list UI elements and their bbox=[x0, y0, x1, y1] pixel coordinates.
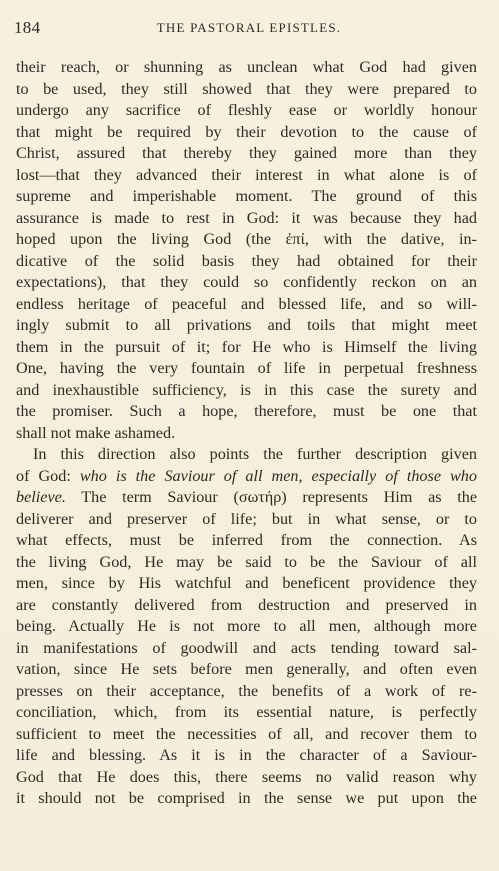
text-line: their reach, or shunning as unclean what God had given bbox=[16, 58, 477, 76]
text-line: to be used, they still showed that they were prepared to bbox=[16, 79, 477, 98]
text-line: sufficient to meet the necessities of all, and recover them to bbox=[16, 724, 477, 743]
text-line-with-italic bbox=[16, 466, 477, 488]
text-line: that might be required by their devotion to the cause of bbox=[16, 122, 477, 141]
text-line: assurance is made to rest in God: it was because they had bbox=[16, 208, 477, 227]
text-line: dicative of the solid basis they had obtained for their bbox=[16, 251, 477, 270]
text-line: One, having the very fountain of life in perpetual freshness bbox=[16, 359, 477, 377]
text-line: conciliation, which, from its essential nature, is perfectly bbox=[16, 703, 477, 721]
text-line: ingly submit to all privations and toils that might meet bbox=[16, 316, 477, 334]
text-line: presses on their acceptance, the benefits of a work of re- bbox=[16, 681, 477, 700]
page-header bbox=[14, 18, 484, 40]
text-line: in manifestations of goodwill and acts tending toward sal- bbox=[16, 638, 477, 657]
text-line: what effects, must be inferred from the connection. As bbox=[16, 531, 477, 549]
text-line: God that He does this, there seems no valid reason why bbox=[16, 767, 477, 786]
text-line: vation, since He sets before men generally, and often even bbox=[16, 660, 477, 678]
text-line: expectations), that they could so confidently reckon on an bbox=[16, 273, 477, 291]
text-line: men, since by His watchful and beneficent providence they bbox=[16, 574, 477, 592]
text-line: deliverer and preserver of life; but in what sense, or to bbox=[16, 509, 477, 528]
text-span: of God: bbox=[16, 466, 80, 485]
text-line: hoped upon the living God (the ἐπί, with the dative, in- bbox=[16, 230, 477, 248]
text-line-with-italic bbox=[16, 487, 477, 509]
italic-quotation-end: believe. bbox=[16, 488, 66, 506]
running-title: THE PASTORAL EPISTLES. bbox=[156, 20, 342, 35]
text-line: lost—that they advanced their interest in what alone is of bbox=[16, 165, 477, 184]
paragraph-end-line: shall not make ashamed. bbox=[16, 423, 176, 442]
text-line: them in the pursuit of it; for He who is Himself the living bbox=[16, 337, 477, 356]
text-line: life and blessing. As it is in the character of a Saviour- bbox=[16, 746, 477, 764]
body-text bbox=[16, 57, 477, 810]
italic-quotation: who is the Saviour of all men, especially of those who bbox=[79, 466, 477, 485]
page-number: 184 bbox=[14, 18, 41, 37]
text-line: and inexhaustible sufficiency, is in this case the surety and bbox=[16, 380, 477, 399]
text-line: Christ, assured that thereby they gained more than they bbox=[16, 144, 477, 162]
text-line: undergo any sacrifice of fleshly ease or worldly honour bbox=[16, 101, 477, 119]
text-line: supreme and imperishable moment. The ground of this bbox=[16, 187, 477, 205]
text-span: The term Saviour (σωτήρ) represents Him as the bbox=[65, 488, 477, 506]
text-line: are constantly delivered from destruction and preserved in bbox=[16, 595, 477, 614]
text-line: it should not be comprised in the sense we put upon the bbox=[16, 789, 477, 807]
text-line: endless heritage of peaceful and blessed life, and so will- bbox=[16, 294, 477, 313]
text-line: being. Actually He is not more to all men, although more bbox=[16, 617, 477, 635]
paragraph-start-line: In this direction also points the further description given bbox=[33, 445, 477, 463]
text-line: the promiser. Such a hope, therefore, must be one that bbox=[16, 402, 477, 420]
text-line: the living God, He may be said to be the Saviour of all bbox=[16, 552, 477, 571]
